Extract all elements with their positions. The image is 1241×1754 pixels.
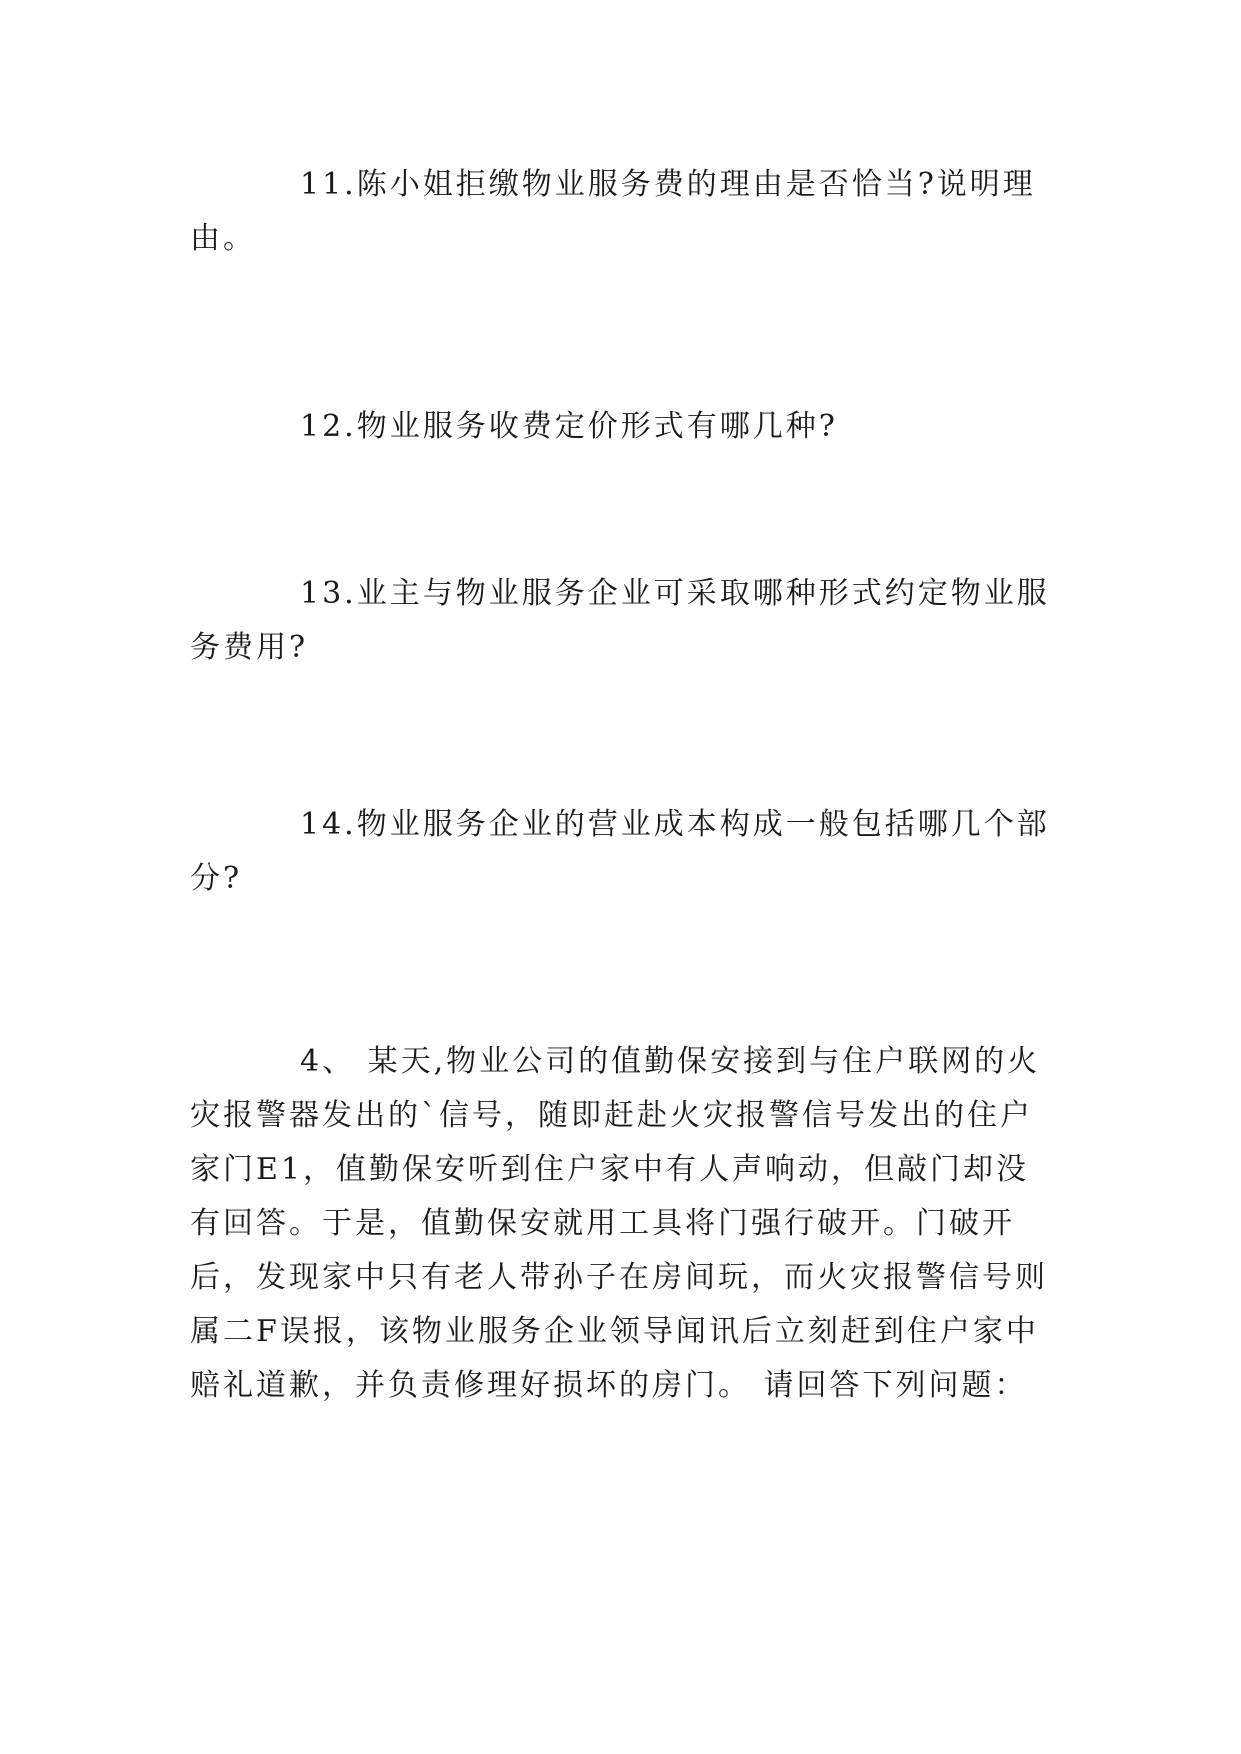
question-11: 11.陈小姐拒缴物业服务费的理由是否恰当?说明理由。 — [190, 167, 1036, 256]
question-12: 12.物业服务收费定价形式有哪几种? — [300, 409, 838, 444]
question-13: 13.业主与物业服务企业可采取哪种形式约定物业服务费用? — [190, 576, 1050, 665]
question-14: 14.物业服务企业的营业成本构成一般包括哪几个部分? — [190, 807, 1050, 896]
case-4-description: 4、 某天,物业公司的值勤保安接到与住户联网的火灾报警器发出的`信号，随即赶赴火灾报警信号发出的住户家门E1，值勤保安听到住户家中有人声响动，但敲门却没有回答。于是，值勤保安就用工具将门强行破开。门破开后，发现家中只有老人带孙子在房间玩，而火灾报警信号则属二F误报，该物业服务企业领导闻讯后立刻赶到住户家中赔礼道歉，并负责修理好损坏的房门。 请回答下列问题： — [190, 1044, 1048, 1403]
